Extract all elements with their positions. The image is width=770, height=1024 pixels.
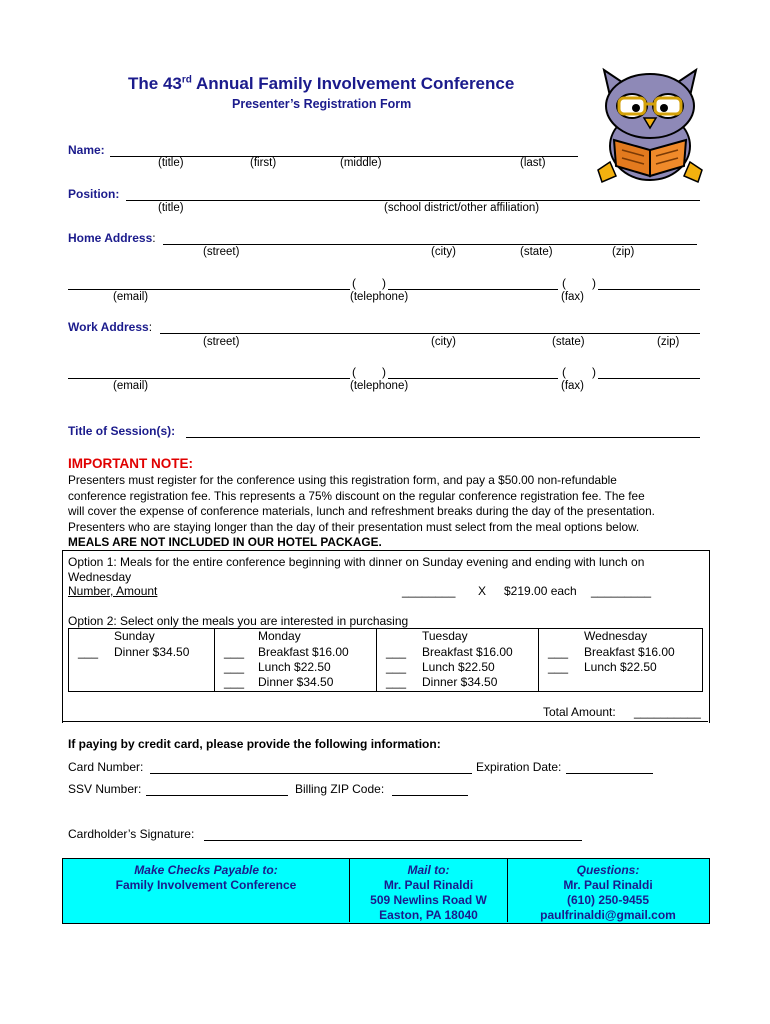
home-fax-hint: (fax): [561, 291, 584, 303]
name-last-hint: (last): [520, 157, 546, 169]
work-phone-paren-open: (: [352, 365, 356, 379]
work-state-hint: (state): [552, 336, 585, 348]
note-line: Presenters must register for the conference using this registration form, and pay a $50.00 non-refundable: [68, 473, 617, 487]
home-phone-paren-close: ): [382, 276, 386, 290]
position-field[interactable]: [126, 200, 700, 201]
option1-price: $219.00 each: [504, 584, 577, 598]
questions-heading: Questions:: [576, 863, 640, 877]
work-address-label: Work Address:: [68, 320, 153, 334]
questions-phone: (610) 250-9455: [566, 893, 650, 907]
questions-line: Mr. Paul Rinaldi: [563, 878, 653, 892]
work-email-hint: (email): [113, 380, 149, 392]
home-address-label: Home Address:: [68, 231, 156, 245]
work-telephone-field[interactable]: [388, 378, 558, 379]
work-fax-paren-close: ): [592, 365, 596, 379]
questions-section: [508, 863, 708, 923]
tuesday-lunch-blank[interactable]: ___: [386, 660, 407, 674]
option2-heading: Option 2: Select only the meals you are interested in purchasing: [68, 614, 409, 628]
home-fax-paren-close: ): [592, 276, 596, 290]
wednesday-label: Wednesday: [584, 629, 648, 643]
work-telephone-hint: (telephone): [350, 380, 409, 392]
work-email-field[interactable]: [68, 378, 350, 379]
monday-lunch: Lunch $22.50: [258, 660, 331, 674]
home-email-hint: (email): [113, 291, 149, 303]
expiration-date-field[interactable]: [566, 773, 653, 774]
grid-divider: [214, 628, 215, 691]
option1-number-amount: Number, Amount: [68, 584, 158, 598]
option1-text: [68, 555, 644, 585]
home-phone-paren-open: (: [352, 276, 356, 290]
session-title-label: Title of Session(s):: [68, 424, 176, 438]
mail-heading: Mail to:: [407, 863, 450, 877]
wednesday-lunch-blank[interactable]: ___: [548, 660, 569, 674]
home-state-hint: (state): [520, 246, 553, 258]
sunday-label: Sunday: [114, 629, 155, 643]
note-hotel-warning: MEALS ARE NOT INCLUDED IN OUR HOTEL PACKAGE.: [68, 535, 382, 549]
name-middle-hint: (middle): [340, 157, 382, 169]
billing-zip-field[interactable]: [392, 795, 468, 796]
card-number-field[interactable]: [150, 773, 472, 774]
mail-line: Mr. Paul Rinaldi: [383, 878, 474, 892]
mail-line: 509 Newlins Road W: [370, 893, 487, 907]
checks-payee: Family Involvement Conference: [115, 878, 297, 892]
name-first-hint: (first): [250, 157, 277, 169]
tuesday-dinner-blank[interactable]: ___: [386, 675, 407, 689]
credit-card-heading: If paying by credit card, please provide the following information:: [68, 737, 441, 751]
home-fax-paren-open: (: [562, 276, 566, 290]
tuesday-lunch: Lunch $22.50: [422, 660, 495, 674]
cardholder-signature-field[interactable]: [204, 840, 582, 841]
tuesday-breakfast-blank[interactable]: ___: [386, 645, 407, 659]
wednesday-breakfast-blank[interactable]: ___: [548, 645, 569, 659]
grid-divider: [538, 628, 539, 691]
work-address-field[interactable]: [160, 333, 700, 334]
checks-payable-section: [63, 863, 349, 893]
option1-number-blank[interactable]: ________: [402, 584, 456, 598]
session-title-field[interactable]: [186, 437, 700, 438]
work-fax-paren-open: (: [562, 365, 566, 379]
option1-line: Wednesday: [68, 570, 132, 584]
note-line: will cover the expense of conference materials, lunch and refreshment breaks during the day of the presentation.: [68, 504, 655, 518]
wednesday-breakfast: Breakfast $16.00: [584, 645, 675, 659]
page-title: The 43rd Annual Family Involvement Conference: [128, 74, 515, 93]
sunday-dinner: Dinner $34.50: [114, 645, 190, 659]
work-street-hint: (street): [203, 336, 240, 348]
note-line: Presenters who are staying longer than the day of their presentation must select from the meal options below.: [68, 519, 640, 534]
mail-line: Easton, PA 18040: [379, 908, 478, 922]
home-telephone-hint: (telephone): [350, 291, 409, 303]
home-fax-field[interactable]: [598, 289, 700, 290]
meal-box-bottom: [62, 721, 708, 722]
monday-label: Monday: [258, 629, 301, 643]
work-zip-hint: (zip): [657, 336, 680, 348]
cardholder-signature-label: Cardholder’s Signature:: [68, 827, 195, 841]
work-phone-paren-close: ): [382, 365, 386, 379]
mail-to-section: [350, 863, 507, 923]
card-number-label: Card Number:: [68, 760, 144, 774]
home-email-field[interactable]: [68, 289, 350, 290]
page-subtitle: Presenter’s Registration Form: [232, 97, 412, 111]
position-title-hint: (title): [158, 202, 184, 214]
sunday-dinner-blank[interactable]: ___: [78, 645, 99, 659]
expiration-date-label: Expiration Date:: [476, 760, 562, 774]
billing-zip-label: Billing ZIP Code:: [295, 782, 385, 796]
work-city-hint: (city): [431, 336, 456, 348]
monday-lunch-blank[interactable]: ___: [224, 660, 245, 674]
monday-dinner-blank[interactable]: ___: [224, 675, 245, 689]
tuesday-dinner: Dinner $34.50: [422, 675, 498, 689]
home-address-field[interactable]: [163, 244, 697, 245]
total-amount-blank[interactable]: __________: [634, 705, 701, 719]
owl-reading-book-icon: [592, 66, 708, 184]
important-note-text: [68, 473, 655, 551]
note-line: conference registration fee. This represents a 75% discount on the regular conference registration fee. The fee: [68, 488, 645, 503]
grid-divider: [376, 628, 377, 691]
option1-line: Option 1: Meals for the entire conference beginning with dinner on Sunday evening and ending with lunch on: [68, 555, 645, 569]
home-zip-hint: (zip): [612, 246, 635, 258]
home-city-hint: (city): [431, 246, 456, 258]
ssv-number-field[interactable]: [146, 795, 288, 796]
monday-breakfast: Breakfast $16.00: [258, 645, 349, 659]
monday-breakfast-blank[interactable]: ___: [224, 645, 245, 659]
name-title-hint: (title): [158, 157, 184, 169]
wednesday-lunch: Lunch $22.50: [584, 660, 657, 674]
position-label: Position:: [68, 187, 120, 201]
position-affiliation-hint: (school district/other affiliation): [384, 202, 540, 214]
work-fax-hint: (fax): [561, 380, 584, 392]
home-telephone-field[interactable]: [388, 289, 558, 290]
checks-heading: Make Checks Payable to:: [134, 863, 278, 877]
important-note-heading: IMPORTANT NOTE:: [68, 456, 193, 471]
work-fax-field[interactable]: [598, 378, 700, 379]
ssv-number-label: SSV Number:: [68, 782, 142, 796]
tuesday-breakfast: Breakfast $16.00: [422, 645, 513, 659]
option1-times: X: [478, 584, 487, 598]
option1-amount-blank[interactable]: _________: [591, 584, 652, 598]
monday-dinner: Dinner $34.50: [258, 675, 334, 689]
home-street-hint: (street): [203, 246, 240, 258]
total-amount-label: Total Amount:: [543, 705, 616, 719]
tuesday-label: Tuesday: [422, 629, 468, 643]
questions-email[interactable]: paulfrinaldi@gmail.com: [540, 908, 676, 922]
name-label: Name:: [68, 143, 105, 157]
